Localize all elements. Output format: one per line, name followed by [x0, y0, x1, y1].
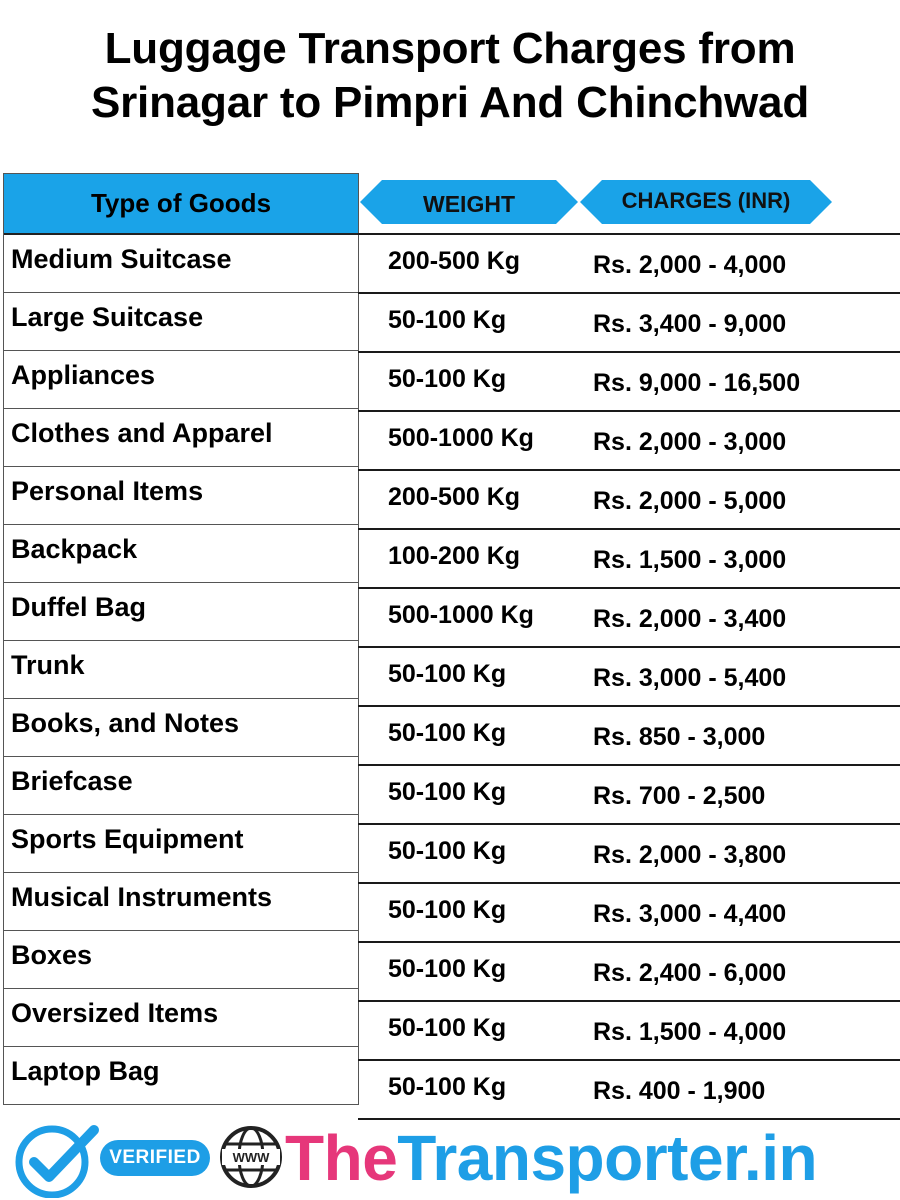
- goods-header: Type of Goods: [4, 174, 358, 235]
- table-row: [358, 410, 900, 469]
- row-weight: 50-100 Kg: [388, 1073, 507, 1101]
- row-weight: 50-100 Kg: [388, 660, 507, 688]
- weight-header-label: WEIGHT: [423, 190, 515, 217]
- brand-part-1: The: [285, 1122, 398, 1194]
- goods-row-item: Books, and Notes: [4, 699, 358, 757]
- page-title: [0, 22, 900, 130]
- row-charge: Rs. 3,400 - 9,000: [593, 310, 787, 338]
- brand-logo[interactable]: [285, 1120, 817, 1196]
- goods-row-item: Boxes: [4, 931, 358, 989]
- goods-row-item: Appliances: [4, 351, 358, 409]
- brand-part-2: Transporter.in: [397, 1122, 818, 1194]
- goods-row-item: Musical Instruments: [4, 873, 358, 931]
- weight-charges-column: [358, 233, 900, 1120]
- row-charge: Rs. 1,500 - 4,000: [593, 1018, 787, 1046]
- check-badge-icon: [14, 1122, 100, 1198]
- row-weight: 50-100 Kg: [388, 365, 507, 393]
- table-row: [358, 233, 900, 292]
- table-row: [358, 823, 900, 882]
- footer: [0, 1118, 900, 1200]
- goods-row-item: Clothes and Apparel: [4, 409, 358, 467]
- row-weight: 200-500 Kg: [388, 247, 521, 275]
- title-line-1: Luggage Transport Charges from: [104, 24, 796, 73]
- globe-label: WWW: [232, 1150, 270, 1165]
- goods-row-item: Sports Equipment: [4, 815, 358, 873]
- row-weight: 50-100 Kg: [388, 778, 507, 806]
- table-row: [358, 469, 900, 528]
- title-line-2: Srinagar to Pimpri And Chinchwad: [90, 78, 810, 127]
- row-charge: Rs. 700 - 2,500: [593, 782, 766, 810]
- row-charge: Rs. 2,400 - 6,000: [593, 959, 787, 987]
- table-row: [358, 587, 900, 646]
- goods-column: [3, 173, 359, 1105]
- row-charge: Rs. 850 - 3,000: [593, 723, 766, 751]
- goods-row-item: Large Suitcase: [4, 293, 358, 351]
- goods-row-item: Briefcase: [4, 757, 358, 815]
- goods-row-item: Backpack: [4, 525, 358, 583]
- row-weight: 500-1000 Kg: [388, 601, 534, 629]
- table-row: [358, 351, 900, 410]
- row-weight: 50-100 Kg: [388, 719, 507, 747]
- row-charge: Rs. 9,000 - 16,500: [593, 369, 801, 397]
- goods-row-item: Duffel Bag: [4, 583, 358, 641]
- row-charge: Rs. 2,000 - 5,000: [593, 487, 787, 515]
- goods-row-item: Trunk: [4, 641, 358, 699]
- goods-row-item: Oversized Items: [4, 989, 358, 1047]
- row-weight: 100-200 Kg: [388, 542, 521, 570]
- goods-row-item: Medium Suitcase: [4, 235, 358, 293]
- globe-icon: [218, 1124, 284, 1190]
- row-charge: Rs. 2,000 - 4,000: [593, 251, 787, 279]
- table-row: [358, 646, 900, 705]
- row-charge: Rs. 2,000 - 3,800: [593, 841, 787, 869]
- table-row: [358, 528, 900, 587]
- table-row: [358, 941, 900, 1000]
- row-charge: Rs. 1,500 - 3,000: [593, 546, 787, 574]
- charges-header: [580, 180, 832, 224]
- row-weight: 50-100 Kg: [388, 306, 507, 334]
- row-weight: 50-100 Kg: [388, 896, 507, 924]
- row-weight: 200-500 Kg: [388, 483, 521, 511]
- row-charge: Rs. 3,000 - 4,400: [593, 900, 787, 928]
- table-row: [358, 764, 900, 823]
- row-charge: Rs. 3,000 - 5,400: [593, 664, 787, 692]
- table-row: [358, 705, 900, 764]
- row-charge: Rs. 400 - 1,900: [593, 1077, 766, 1105]
- charges-header-label: CHARGES (INR): [621, 188, 791, 213]
- verified-badge: VERIFIED: [100, 1140, 210, 1176]
- row-weight: 500-1000 Kg: [388, 424, 534, 452]
- table-row: [358, 1000, 900, 1059]
- weight-header: [360, 180, 578, 224]
- table-row: [358, 882, 900, 941]
- row-weight: 50-100 Kg: [388, 955, 507, 983]
- row-weight: 50-100 Kg: [388, 1014, 507, 1042]
- row-weight: 50-100 Kg: [388, 837, 507, 865]
- goods-row-item: Laptop Bag: [4, 1047, 358, 1105]
- table-row: [358, 1059, 900, 1120]
- row-charge: Rs. 2,000 - 3,000: [593, 428, 787, 456]
- goods-row-item: Personal Items: [4, 467, 358, 525]
- row-charge: Rs. 2,000 - 3,400: [593, 605, 787, 633]
- table-row: [358, 292, 900, 351]
